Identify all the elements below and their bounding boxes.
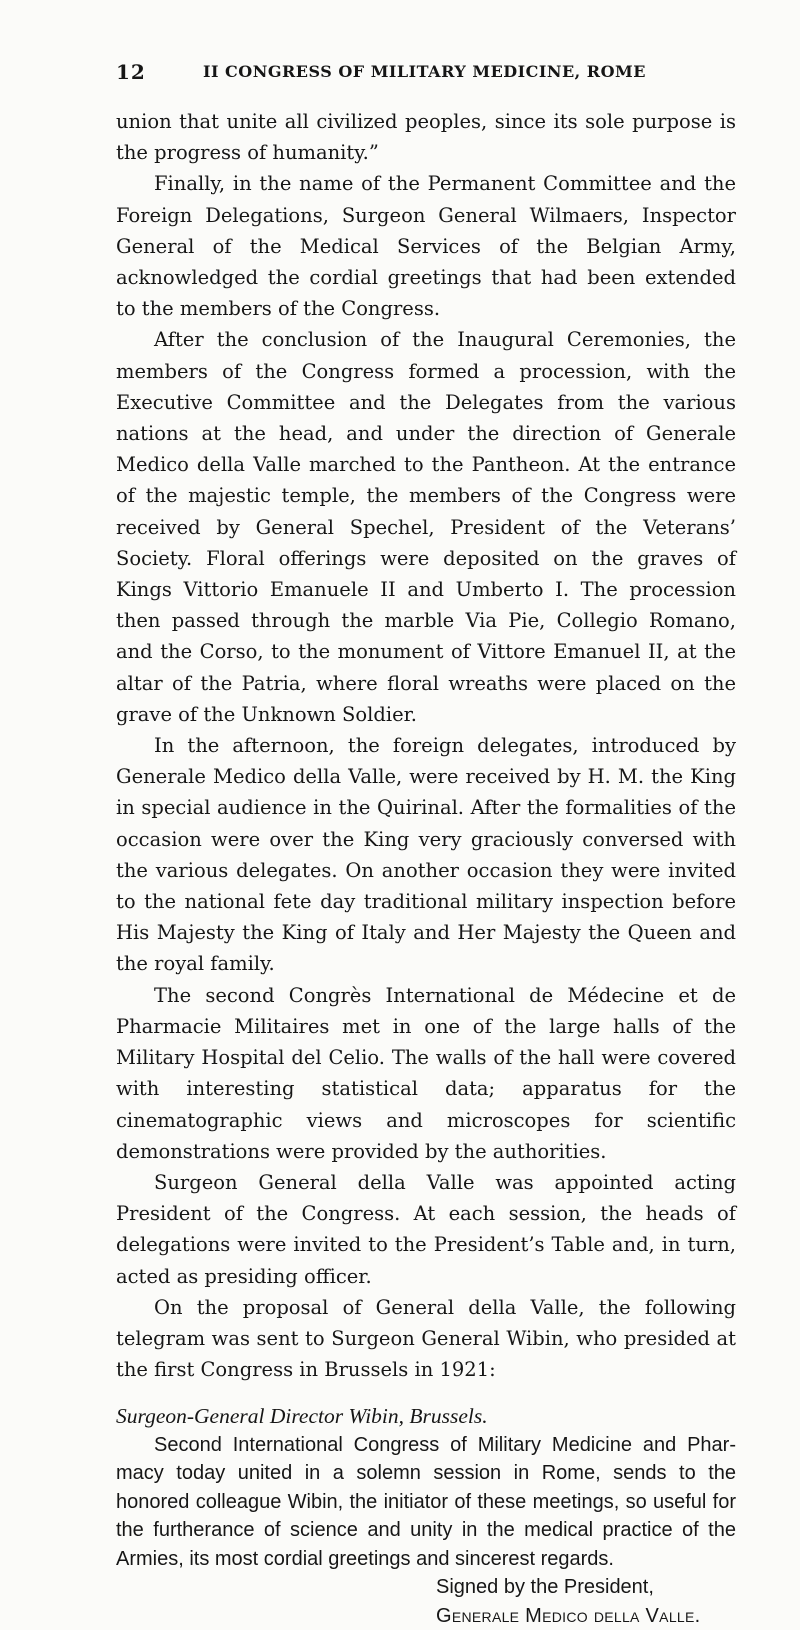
- telegram-block: [116, 1402, 736, 1630]
- main-text: [116, 106, 736, 1385]
- page-header: [116, 60, 736, 90]
- paragraph-royal-audience: In the afternoon, the foreign delegates, introduced by Generale Medico della Valle, were received by H. M. the King in special audience in the Quirinal. After the formalities of the occasion were over the King very graciously conversed with the various delegates. On another occasion they were invited to the national fete day traditional military inspection before His Majesty the King of Italy and Her Majesty the Queen and the royal family.: [116, 734, 736, 976]
- telegram-body: Second International Congress of Military Medicine and Pharmacy today united in a solemn session in Rome, sends to the honored colleague Wibin, the initiator of these meetings, so useful for the furtherance of science and unity in the medical practice of the Armies, its most cordial greetings and sincerest regards.: [116, 1433, 736, 1570]
- running-head: II CONGRESS OF MILITARY MEDICINE, ROME: [203, 62, 646, 81]
- paragraph-acting-president: Surgeon General della Valle was appointed acting President of the Congress. At each session, the heads of delegations were invited to the President’s Table and, in turn, acted as presiding officer.: [116, 1170, 736, 1288]
- page-number: 12: [116, 60, 146, 84]
- telegram-signature: Generale Medico della Valle.: [436, 1604, 701, 1627]
- telegram-signed-line: Signed by the President,: [436, 1576, 654, 1599]
- paragraph-wilmaers: Finally, in the name of the Permanent Committee and the Foreign Delegations, Surgeon General Wilmaers, Inspector General of the Medical Services of the Belgian Army, acknowledged the cordial greetings that had been extended to the members of the Congress.: [116, 172, 736, 321]
- telegram-addressee: Surgeon-General Director Wibin, Brussels.: [116, 1404, 488, 1429]
- paragraph-congress-hall: The second Congrès International de Médecine et de Pharmacie Militaires met in one of the large halls of the Military Hospital del Celio. The walls of the hall were covered with interesting statistical data; apparatus for the cinematographic views and microscopes for scientific demonstrations were provided by the authorities.: [116, 983, 736, 1163]
- paragraph-procession: After the conclusion of the Inaugural Ceremonies, the members of the Congress formed a procession, with the Executive Committee and the Delegates from the various nations at the head, and under the direction of Generale Medico della Valle marched to the Pantheon. At the entrance of the majestic temple, the members of the Congress were received by General Spechel, President of the Veterans’ Society. Floral offerings were deposited on the graves of Kings Vittorio Emanuele II and Umberto I. The procession then passed through the marble Via Pie, Collegio Romano, and the Corso, to the monument of Vittore Emanuel II, at the altar of the Patria, where floral wreaths were placed on the grave of the Unknown Soldier.: [116, 328, 736, 726]
- paragraph-continuation: union that unite all civilized peoples, since its sole purpose is the progress of humanity.”: [116, 110, 736, 165]
- paragraph-telegram-intro: On the proposal of General della Valle, the following telegram was sent to Surgeon General Wibin, who presided at the first Congress in Brussels in 1921:: [116, 1295, 736, 1382]
- page-body: [116, 106, 736, 1630]
